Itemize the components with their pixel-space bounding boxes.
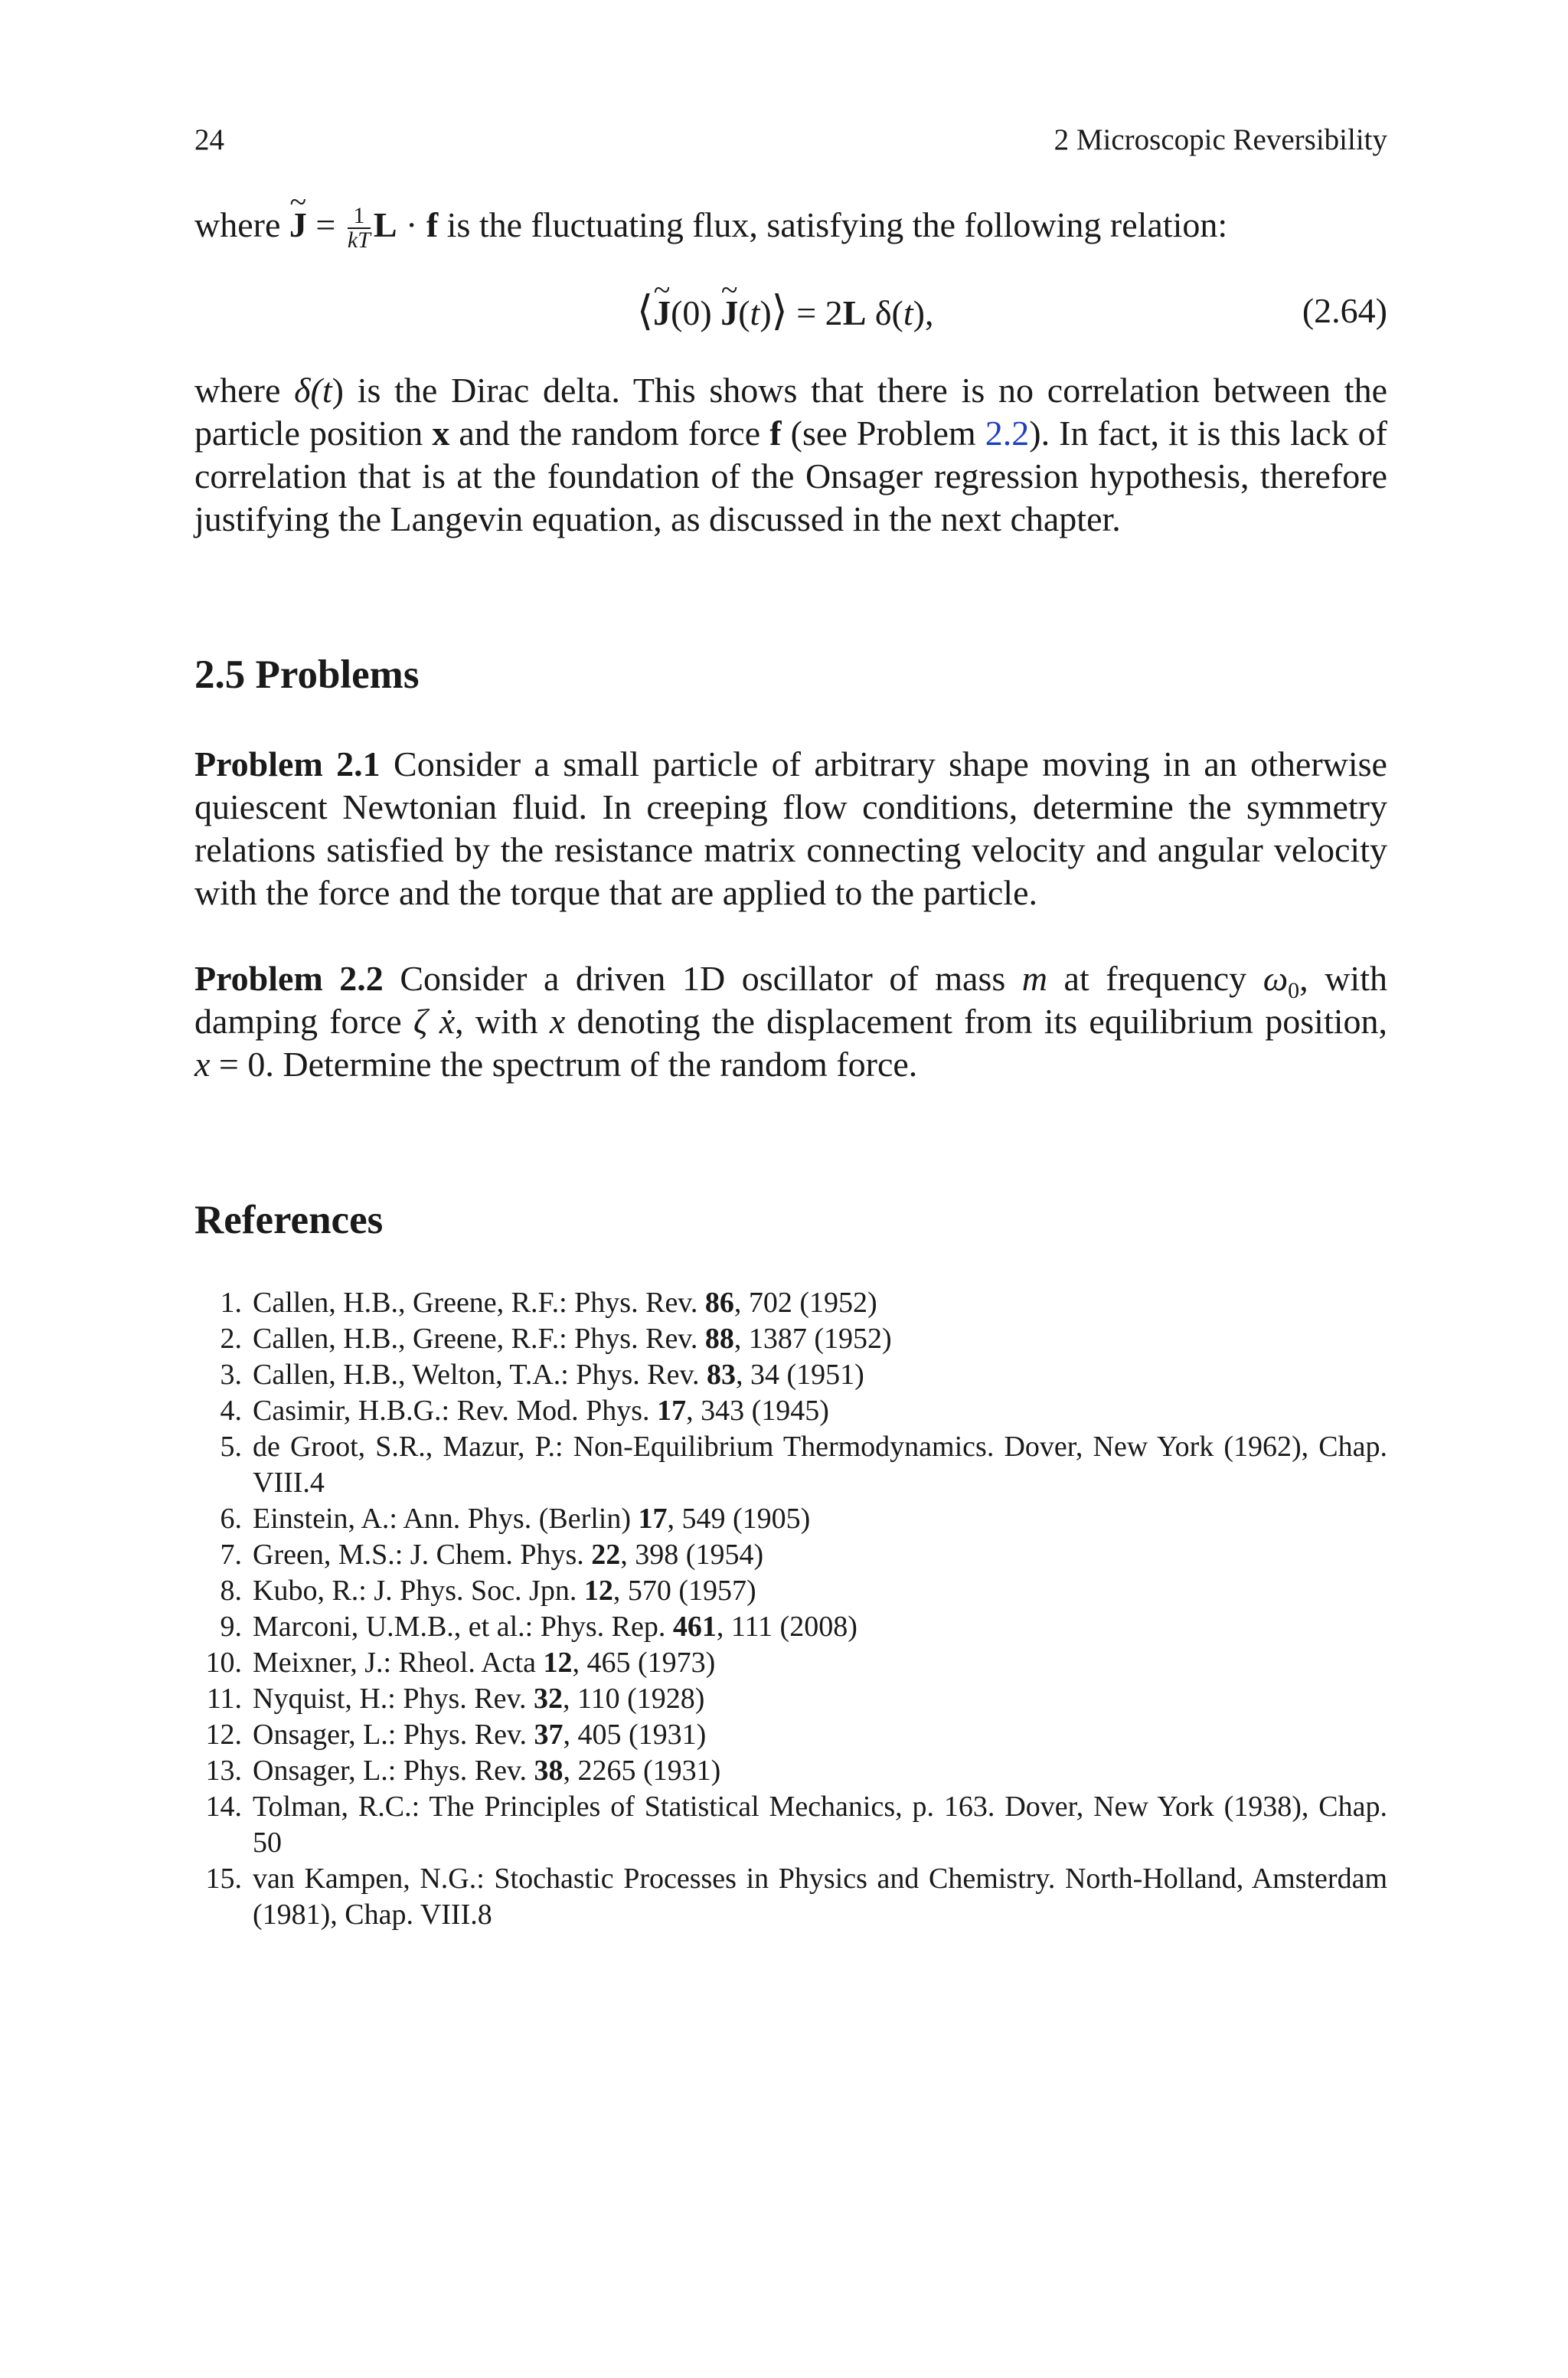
- reference-number: 10.: [205, 1647, 242, 1679]
- problem1-line3: relations satisfied by the resistance matrix connecting velocity and angular velocity: [194, 830, 1387, 869]
- reference-item: [194, 1393, 1387, 1429]
- reference-volume: 461: [672, 1611, 717, 1643]
- problem1-label: Problem 2.1: [194, 744, 381, 783]
- reference-number: 9.: [220, 1611, 242, 1643]
- reference-text: Nyquist, H.: Phys. Rev. 32, 110 (1928): [253, 1683, 705, 1715]
- reference-text: Onsager, L.: Phys. Rev. 37, 405 (1931): [253, 1719, 707, 1751]
- reference-volume: 22: [591, 1539, 621, 1571]
- reference-text: van Kampen, N.G.: Stochastic Processes in Physics and Chemistry. North-Holland, Amsterdam (1981), Chap. VIII.8: [253, 1863, 1387, 1931]
- reference-number: 8.: [220, 1575, 242, 1607]
- reference-text: Callen, H.B., Greene, R.F.: Phys. Rev. 88, 1387 (1952): [253, 1323, 892, 1355]
- equation-2-64: ⟨~ J(0) ~ J(t)⟩ = 2L δ(t),: [637, 289, 933, 335]
- reference-volume: 88: [704, 1323, 734, 1355]
- reference-number: 11.: [206, 1683, 242, 1715]
- reference-number: 14.: [205, 1791, 242, 1823]
- para1-line1: where δ(t) is the Dirac delta. This shows that there is no correlation between the: [194, 371, 1387, 410]
- intro-line: where ~ J = $\frac{1}{kT}$ L · f is the fluctuating flux, satisfying the following relation:: [194, 204, 1387, 252]
- reference-volume: 17: [638, 1503, 668, 1535]
- reference-list: [194, 1285, 1387, 1933]
- reference-item: [194, 1357, 1387, 1393]
- reference-item: [194, 1753, 1387, 1789]
- reference-text: Meixner, J.: Rheol. Acta 12, 465 (1973): [253, 1647, 716, 1679]
- reference-item: [194, 1789, 1387, 1861]
- reference-item: [194, 1573, 1387, 1609]
- problem1-line1: Problem 2.1 Consider a small particle of arbitrary shape moving in an otherwise: [194, 744, 1387, 783]
- reference-text: Callen, H.B., Greene, R.F.: Phys. Rev. 86, 702 (1952): [253, 1287, 877, 1319]
- reference-volume: 37: [534, 1719, 564, 1751]
- reference-volume: 38: [534, 1755, 564, 1787]
- problem1-line2: quiescent Newtonian fluid. In creeping flow conditions, determine the symmetry: [194, 787, 1387, 826]
- reference-item: [194, 1609, 1387, 1645]
- reference-item: [194, 1645, 1387, 1681]
- reference-item: [194, 1681, 1387, 1717]
- reference-text: Einstein, A.: Ann. Phys. (Berlin) 17, 549 (1905): [253, 1503, 811, 1535]
- reference-number: 12.: [205, 1719, 242, 1751]
- section-heading: 2.5 Problems: [194, 653, 420, 697]
- reference-volume: 86: [704, 1287, 734, 1319]
- page-number: 24: [194, 123, 224, 156]
- reference-number: 1.: [220, 1287, 242, 1319]
- reference-item: [194, 1861, 1387, 1933]
- reference-number: 3.: [220, 1359, 242, 1391]
- reference-volume: 12: [583, 1575, 613, 1607]
- reference-volume: 32: [534, 1683, 564, 1715]
- reference-text: Kubo, R.: J. Phys. Soc. Jpn. 12, 570 (1957): [253, 1575, 756, 1607]
- para1-line3: correlation that is at the foundation of the Onsager regression hypothesis, therefore: [194, 456, 1387, 496]
- para1-line4: justifying the Langevin equation, as discussed in the next chapter.: [194, 499, 1121, 538]
- reference-item: [194, 1321, 1387, 1357]
- problem2-line3: x = 0. Determine the spectrum of the random force.: [194, 1045, 918, 1084]
- reference-text: Green, M.S.: J. Chem. Phys. 22, 398 (1954): [253, 1539, 764, 1571]
- reference-text: Casimir, H.B.G.: Rev. Mod. Phys. 17, 343 (1945): [253, 1395, 829, 1427]
- para1-line2: particle position x and the random force f (see Problem 2.2). In fact, it is this lack of: [194, 414, 1387, 453]
- problem2-line2: damping force ζ ẋ, with x denoting the displacement from its equilibrium position,: [194, 1002, 1388, 1041]
- fraction: $\frac{1}{kT}$: [347, 203, 371, 254]
- reference-text: de Groot, S.R., Mazur, P.: Non-Equilibrium Thermodynamics. Dover, New York (1962), Chap. VIII.4: [253, 1431, 1387, 1499]
- reference-volume: 12: [543, 1647, 573, 1679]
- references-heading: References: [194, 1198, 384, 1242]
- reference-item: [194, 1429, 1387, 1501]
- reference-item: [194, 1285, 1387, 1321]
- reference-text: Onsager, L.: Phys. Rev. 38, 2265 (1931): [253, 1755, 721, 1787]
- reference-number: 4.: [220, 1395, 242, 1427]
- reference-number: 2.: [220, 1323, 242, 1355]
- reference-item: [194, 1537, 1387, 1573]
- reference-number: 7.: [220, 1539, 242, 1571]
- reference-volume: 17: [657, 1395, 687, 1427]
- reference-item: [194, 1717, 1387, 1753]
- reference-number: 15.: [205, 1863, 242, 1895]
- reference-number: 5.: [220, 1431, 242, 1463]
- reference-text: Tolman, R.C.: The Principles of Statistical Mechanics, p. 163. Dover, New York (1938), Chap. 50: [253, 1791, 1387, 1859]
- flux-symbol: ~ J: [289, 204, 307, 247]
- reference-item: [194, 1501, 1387, 1537]
- problem2-line1: Problem 2.2 Consider a driven 1D oscillator of mass m at frequency $\omega_0$, with: [194, 959, 1387, 1004]
- reference-volume: 83: [706, 1359, 736, 1391]
- running-title: 2 Microscopic Reversibility: [1054, 123, 1387, 156]
- problem2-label: Problem 2.2: [194, 959, 384, 998]
- reference-text: Callen, H.B., Welton, T.A.: Phys. Rev. 83, 34 (1951): [253, 1359, 864, 1391]
- problem1-line4: with the force and the torque that are applied to the particle.: [194, 873, 1037, 912]
- reference-text: Marconi, U.M.B., et al.: Phys. Rep. 461, 111 (2008): [253, 1611, 858, 1643]
- reference-number: 13.: [205, 1755, 242, 1787]
- problem-link[interactable]: 2.2: [985, 414, 1030, 453]
- reference-number: 6.: [220, 1503, 242, 1535]
- equation-number: (2.64): [1302, 291, 1387, 330]
